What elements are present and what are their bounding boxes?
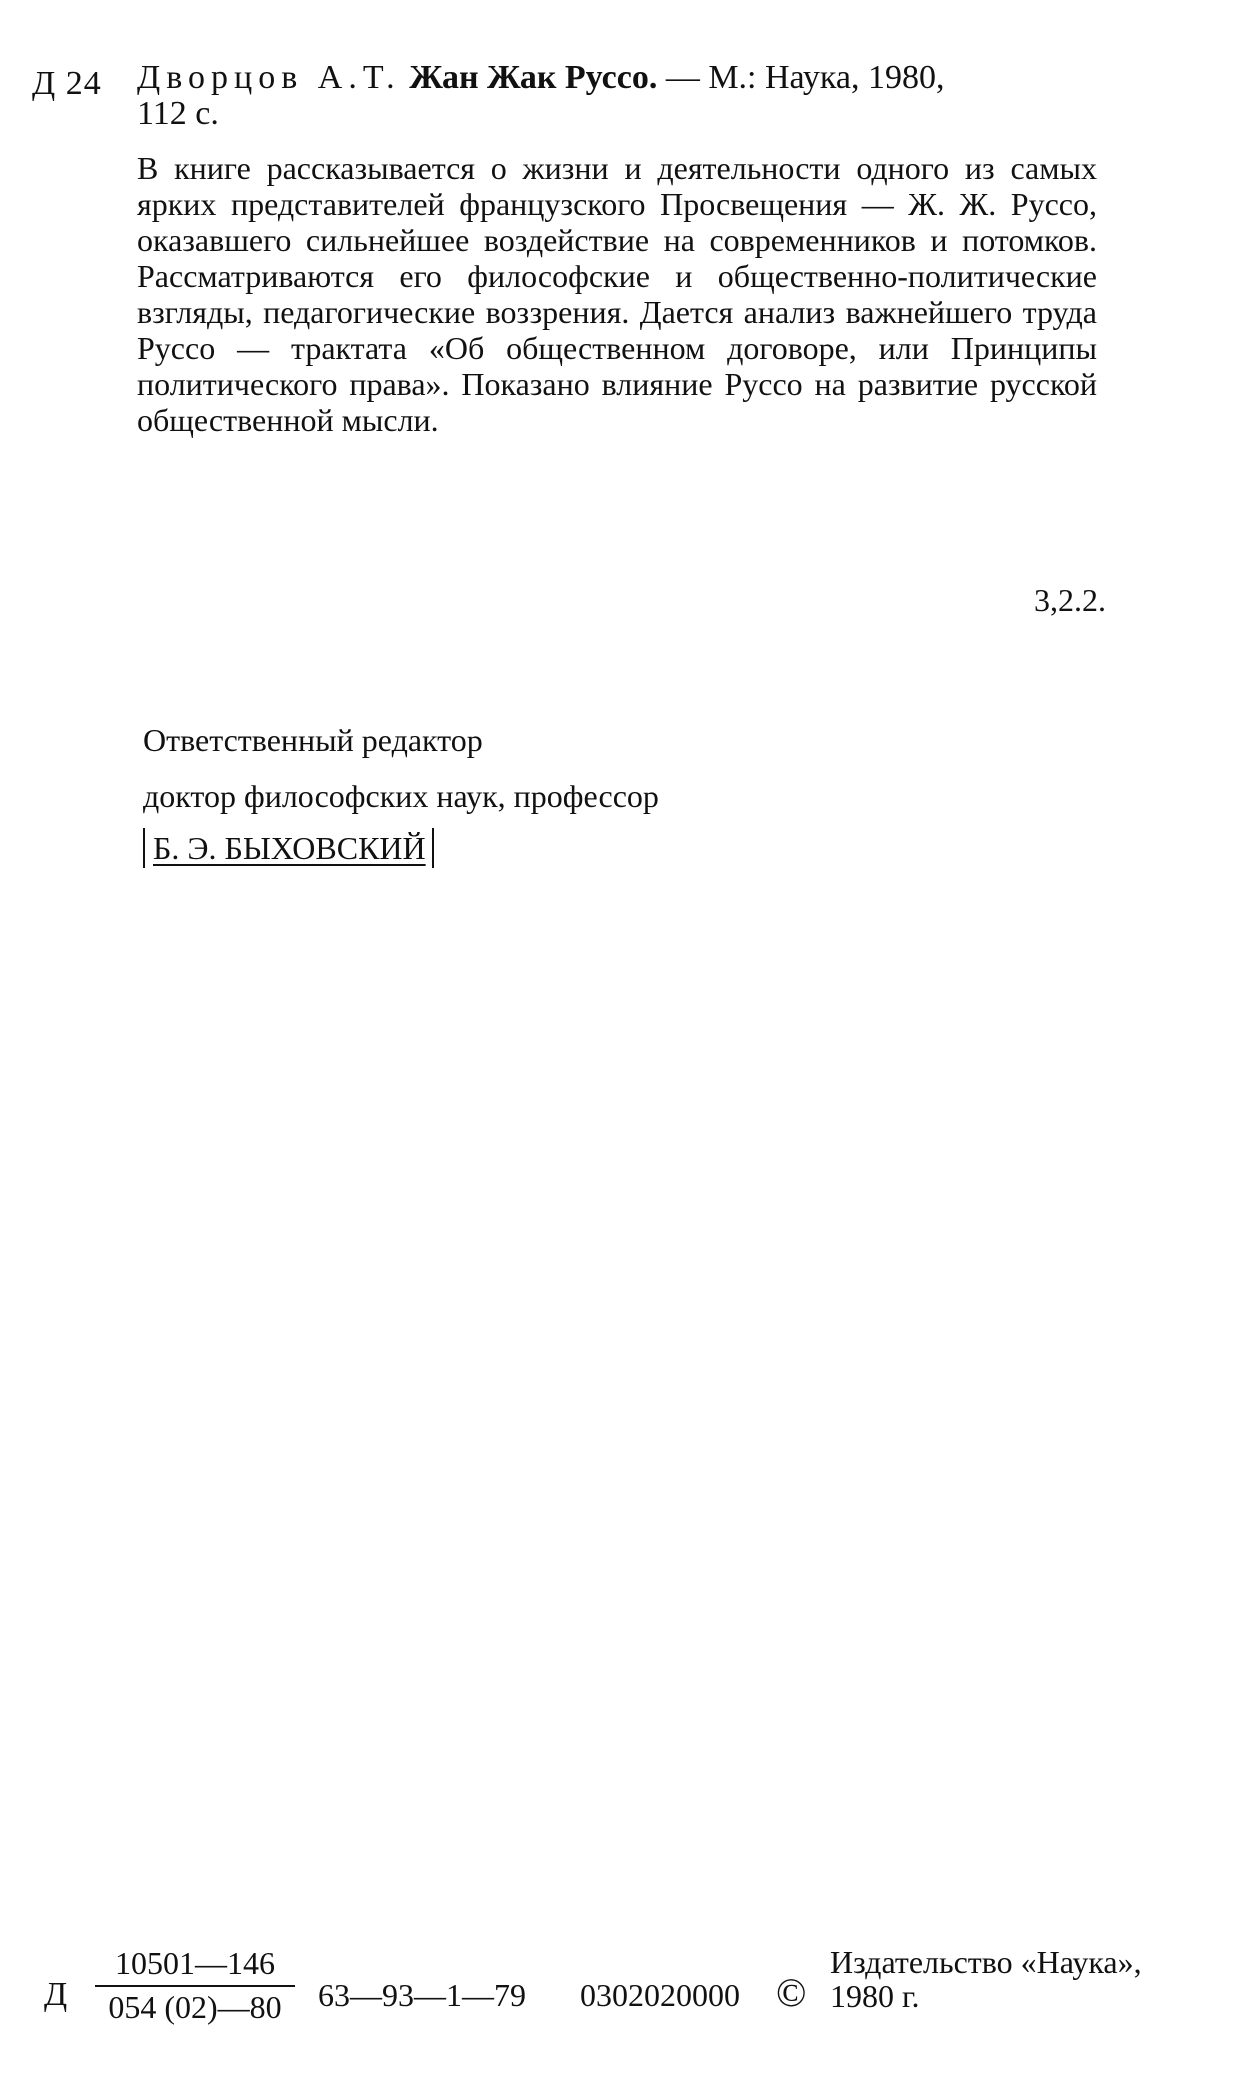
editor-degree: доктор философских наук, профессор bbox=[143, 778, 659, 814]
imprint-footer bbox=[0, 1945, 1256, 2055]
editor-name: Б. Э. БЫХОВСКИЙ bbox=[143, 828, 434, 868]
imprint-code: 63—93—1—79 bbox=[318, 1977, 526, 2013]
fraction-numerator: 10501—146 bbox=[95, 1945, 295, 1987]
classification-code: 3,2.2. bbox=[1034, 582, 1106, 618]
fraction-denominator: 054 (02)—80 bbox=[108, 1989, 282, 2025]
publisher-year: 1980 г. bbox=[830, 1978, 920, 2014]
copyright-icon: © bbox=[776, 1970, 807, 2015]
publisher-credit bbox=[830, 1945, 1142, 2013]
imprint-number: 0302020000 bbox=[580, 1977, 740, 2013]
abstract bbox=[137, 150, 1097, 438]
publication-info: — М.: Наука, 1980, bbox=[665, 59, 945, 96]
editor-role: Ответственный редактор bbox=[143, 722, 483, 758]
imprint-fraction bbox=[95, 1945, 295, 2025]
book-title: Жан Жак Руссо. bbox=[409, 59, 658, 96]
publisher-name: Издательство «Наука», bbox=[830, 1944, 1142, 1980]
author-name: Дворцов А.Т. bbox=[137, 59, 401, 96]
page-count: 112 с. bbox=[137, 95, 219, 132]
abstract-text: В книге рассказывается о жизни и деятельности одного из самых ярких представителей французского Просвещения — Ж. Ж. Руссо, оказавшего сильнейшее воздействие на современников и потомков. Рассматриваются его философские и общественно-политические взгляды, педагогические воззрения. Дается анализ важнейшего труда Руссо — трактата «Об общественном договоре, или Принципы политического права». Показано влияние Руссо на развитие русской общественной мысли. bbox=[137, 150, 1097, 438]
bibliographic-index: Д 24 bbox=[32, 65, 102, 102]
bibliographic-record bbox=[137, 60, 1097, 132]
bibliographic-line bbox=[137, 60, 1097, 96]
imprint-letter: Д bbox=[44, 1976, 68, 2013]
